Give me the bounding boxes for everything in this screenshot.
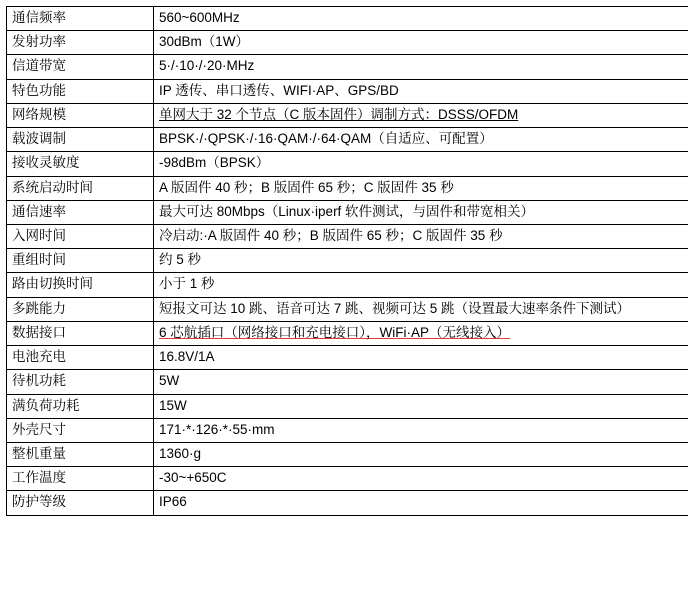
table-row [7, 249, 688, 273]
row-label: 信道带宽 [7, 55, 154, 79]
row-label: 外壳尺寸 [7, 418, 154, 442]
row-label: 特色功能 [7, 79, 154, 103]
table-row [7, 128, 688, 152]
row-value: 16.8V/1A [154, 346, 688, 370]
table-row [7, 103, 688, 127]
row-label: 重组时间 [7, 249, 154, 273]
specification-table [6, 6, 688, 516]
table-row [7, 152, 688, 176]
row-label: 防护等级 [7, 491, 154, 515]
row-value: 6 芯航插口（网络接口和充电接口），WiFi·AP（无线接入） [154, 321, 688, 345]
row-value: 171·*·126·*·55·mm [154, 418, 688, 442]
table-row [7, 467, 688, 491]
row-value: 冷启动:·A 版固件 40 秒；B 版固件 65 秒；C 版固件 35 秒 [154, 224, 688, 248]
row-value: 最大可达 80Mbps（Linux·iperf 软件测试，与固件和带宽相关） [154, 200, 688, 224]
table-row [7, 55, 688, 79]
table-row [7, 321, 688, 345]
row-value: 30dBm（1W） [154, 31, 688, 55]
table-row [7, 79, 688, 103]
table-row [7, 273, 688, 297]
row-value: 短报文可达 10 跳、语音可达 7 跳、视频可达 5 跳（设置最大速率条件下测试） [154, 297, 688, 321]
row-label: 载波调制 [7, 128, 154, 152]
table-row [7, 297, 688, 321]
row-label: 入网时间 [7, 224, 154, 248]
row-label: 通信速率 [7, 200, 154, 224]
row-value: 小于 1 秒 [154, 273, 688, 297]
row-value: 单网大于 32 个节点（C 版本固件）调制方式：DSSS/OFDM [154, 103, 688, 127]
row-value: 560~600MHz [154, 7, 688, 31]
row-label: 电池充电 [7, 346, 154, 370]
table-row [7, 394, 688, 418]
table-row [7, 200, 688, 224]
row-value: 5·/·10·/·20·MHz [154, 55, 688, 79]
table-row [7, 7, 688, 31]
row-label: 工作温度 [7, 467, 154, 491]
table-row [7, 31, 688, 55]
row-label: 待机功耗 [7, 370, 154, 394]
row-value: 约 5 秒 [154, 249, 688, 273]
row-label: 满负荷功耗 [7, 394, 154, 418]
row-label: 系统启动时间 [7, 176, 154, 200]
table-row [7, 224, 688, 248]
row-label: 路由切换时间 [7, 273, 154, 297]
row-value: 5W [154, 370, 688, 394]
row-value: A 版固件 40 秒；B 版固件 65 秒；C 版固件 35 秒 [154, 176, 688, 200]
table-row [7, 370, 688, 394]
table-body [7, 7, 688, 516]
row-label: 数据接口 [7, 321, 154, 345]
row-value: -98dBm（BPSK） [154, 152, 688, 176]
row-label: 多跳能力 [7, 297, 154, 321]
row-label: 发射功率 [7, 31, 154, 55]
row-value: IP 透传、串口透传、WIFI·AP、GPS/BD [154, 79, 688, 103]
row-value: BPSK·/·QPSK·/·16·QAM·/·64·QAM（自适应、可配置） [154, 128, 688, 152]
row-value: 1360·g [154, 442, 688, 466]
row-value: 15W [154, 394, 688, 418]
row-value: -30~+650C [154, 467, 688, 491]
table-row [7, 176, 688, 200]
row-value: IP66 [154, 491, 688, 515]
row-label: 通信频率 [7, 7, 154, 31]
table-row [7, 442, 688, 466]
row-label: 整机重量 [7, 442, 154, 466]
row-label: 网络规模 [7, 103, 154, 127]
table-row [7, 418, 688, 442]
table-row [7, 491, 688, 515]
table-row [7, 346, 688, 370]
row-label: 接收灵敏度 [7, 152, 154, 176]
